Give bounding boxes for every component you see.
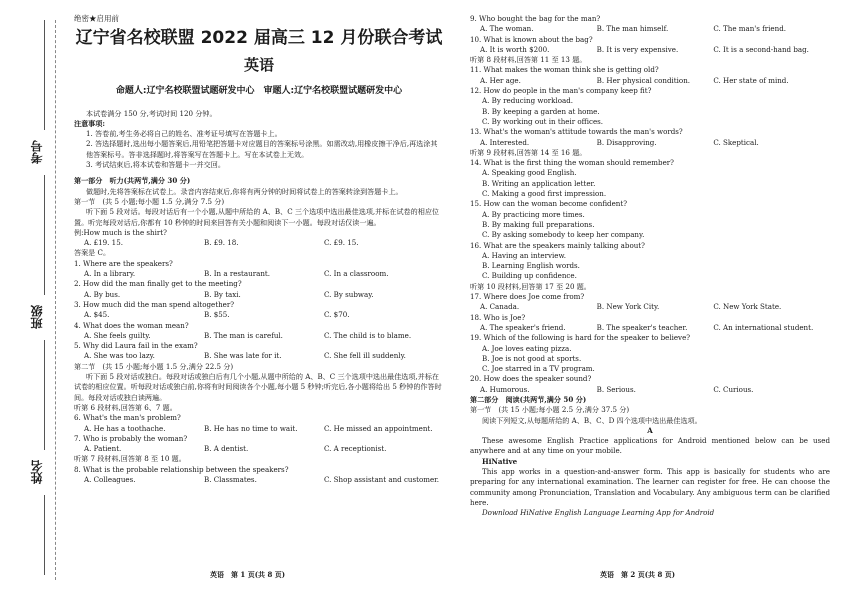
option: A. He has a toothache. — [84, 423, 166, 433]
option: C. £9. 15. — [324, 238, 359, 248]
option: A. $45. — [84, 310, 110, 320]
option: B. Her physical condition. — [596, 75, 691, 85]
option: A. Canada. — [480, 302, 520, 312]
question-stem: 6. What's the man's problem? — [74, 413, 181, 423]
option: B. By making full preparations. — [482, 219, 595, 229]
option: B. Writing an application letter. — [482, 178, 596, 188]
section1-intro: 听下面 5 段对话。每段对话后有一个小题,从题中所给的 A、B、C 三个选项中选出最佳选项,并标在试卷的相应位置。听完每段对话后,你都有 10 秒钟的时间来回答有关小题和阅读下一小题。每段对话仅读一遍。 — [74, 207, 440, 227]
option: C. Making a good first impression. — [482, 189, 607, 199]
page-footer-right: 英语 第 2 页(共 8 页) — [600, 570, 676, 579]
questions-6-7 — [74, 413, 444, 454]
option: B. He has no time to wait. — [204, 423, 298, 433]
option: C. Her state of mind. — [713, 75, 789, 85]
question-stem: 15. How can the woman become confident? — [470, 199, 628, 209]
confidential-mark: 绝密★启用前 — [74, 14, 119, 23]
material-note: 听第 7 段材料,回答第 8 至 10 题。 — [74, 454, 186, 464]
options-row — [470, 24, 830, 34]
option: C. She fell ill suddenly. — [324, 351, 406, 361]
option: B. Disapproving. — [596, 137, 657, 147]
option: C. By subway. — [324, 289, 374, 299]
options-row — [470, 138, 830, 148]
option: C. The child is to blame. — [324, 330, 412, 340]
question-stem: 16. What are the speakers mainly talking about? — [470, 240, 645, 250]
student-info-sidebar — [0, 0, 68, 592]
part2-heading: 第二部分 阅读(共两节,满分 50 分) — [470, 394, 587, 404]
option: A. Joe loves eating pizza. — [482, 343, 572, 353]
option: A. She feels guilty. — [84, 330, 151, 340]
option: B. Joe is not good at sports. — [482, 353, 582, 363]
question-8 — [74, 465, 444, 486]
download-line: Download HiNative English Language Learning App for Android — [482, 508, 715, 518]
option: A. Patient. — [84, 444, 122, 454]
options-row — [470, 302, 830, 312]
part1-heading: 第一部分 听力(共两节,满分 30 分) — [74, 176, 191, 186]
option: B. £9. 18. — [204, 238, 239, 248]
page-footer-left: 英语 第 1 页(共 8 页) — [210, 570, 286, 579]
notice-item-1: 1. 答卷前,考生务必将自己的姓名、准考证号填写在答题卡上。 — [86, 129, 282, 139]
options-row — [470, 385, 830, 395]
binding-line — [44, 175, 45, 295]
passage-letter: A — [647, 425, 653, 435]
option: C. Curious. — [713, 384, 754, 394]
option: A. £19. 15. — [84, 238, 123, 248]
authors-line: 命题人:辽宁名校联盟试题研发中心 审题人:辽宁名校联盟试题研发中心 — [115, 86, 403, 97]
binding-line — [44, 495, 45, 575]
option: C. New York State. — [713, 302, 782, 312]
option: B. Learning English words. — [482, 261, 580, 271]
question-stem: 7. Who is probably the woman? — [74, 433, 188, 443]
question-stem: 8. What is the probable relationship between the speakers? — [74, 464, 289, 474]
option: A. Interested. — [480, 137, 530, 147]
option: B. By keeping a garden at home. — [482, 106, 600, 116]
options-row — [74, 331, 444, 341]
option: A. She was too lazy. — [84, 351, 155, 361]
options-row — [74, 310, 444, 320]
notice-heading: 注意事项: — [74, 118, 105, 128]
question-stem: 17. Where does Joe come from? — [470, 292, 585, 302]
sidebar-label-exam-number: 考号 — [30, 140, 44, 164]
binding-line — [44, 20, 45, 130]
example-answer: 答案是 C。 — [74, 248, 111, 258]
question-stem: 18. Who is Joe? — [470, 312, 526, 322]
material-note: 听第 10 段材料,回答第 17 至 20 题。 — [470, 281, 591, 291]
option: B. A dentist. — [204, 444, 249, 454]
notice-item-2: 2. 答选择题时,选出每小题答案后,用铅笔把答题卡对应题目的答案标号涂黑。如需改动,用橡皮擦干净后,再选涂其他答案标号。答非选择题时,将答案写在答题卡上。写在本试卷上无效。 — [86, 139, 438, 159]
option: C. $70. — [324, 310, 350, 320]
option: C. Skeptical. — [713, 137, 759, 147]
options-row — [74, 475, 444, 485]
sidebar-label-class: 班级 — [30, 305, 44, 329]
binding-dashed-line — [55, 20, 56, 580]
reading-section1-heading: 第一节 (共 15 小题;每小题 2.5 分,满分 37.5 分) — [470, 405, 630, 415]
options-row — [74, 424, 444, 434]
question-stem: 11. What makes the woman think she is getting old? — [470, 65, 659, 75]
part1-intro: 做题时,先将答案标在试卷上。录音内容结束后,你将有两分钟的时间将试卷上的答案转涂到答题卡上。 — [86, 186, 403, 196]
section2-heading: 第二节 (共 15 小题;每小题 1.5 分,满分 22.5 分) — [74, 361, 234, 371]
question-stem: 2. How did the man finally get to the meeting? — [74, 279, 242, 289]
material-note: 听第 8 段材料,回答第 11 至 13 题。 — [470, 55, 587, 65]
option: A. In a library. — [84, 269, 136, 279]
page-2 — [470, 14, 830, 519]
option: A. Colleagues. — [84, 474, 136, 484]
question-stem: 20. How does the speaker sound? — [470, 374, 592, 384]
option: B. $55. — [204, 310, 230, 320]
subject-title: 英语 — [243, 56, 274, 75]
score-note: 本试卷满分 150 分,考试时间 120 分钟。 — [86, 108, 217, 118]
exam-title: 辽宁省名校联盟 2022 届高三 12 月份联合考试 — [75, 28, 443, 49]
option: B. The man is careful. — [204, 330, 283, 340]
option: A. It is worth $200. — [480, 44, 550, 54]
option: B. She was late for it. — [204, 351, 282, 361]
question-stem: 1. Where are the speakers? — [74, 258, 173, 268]
option: C. It is a second-hand bag. — [713, 44, 809, 54]
question-11 — [470, 65, 830, 86]
option: C. By working out in their offices. — [482, 116, 604, 126]
option: C. In a classroom. — [324, 269, 389, 279]
question-stem: 12. How do people in the man's company keep fit? — [470, 86, 652, 96]
option: B. Serious. — [596, 384, 636, 394]
options-row — [470, 76, 830, 86]
sidebar-label-name: 姓名 — [30, 460, 44, 484]
material-note: 听第 6 段材料,回答第 6、7 题。 — [74, 402, 177, 412]
option: C. By asking somebody to keep her company. — [482, 230, 645, 240]
option: B. Classmates. — [204, 474, 257, 484]
options-row — [74, 351, 444, 361]
option: B. In a restaurant. — [204, 269, 271, 279]
option: C. Joe starred in a TV program. — [482, 364, 595, 374]
options-row — [74, 290, 444, 300]
options-row — [74, 444, 444, 454]
section2-intro: 听下面 5 段对话或独白。每段对话或独白后有几个小题,从题中所给的 A、B、C 三个选项中选出最佳选项,并标在试卷的相应位置。听每段对话或独白前,你将有时间阅读各个小题,每小题 5 秒钟;听完后,各小题将给出 5 秒钟的作答时间。每段对话或独白读两遍。 — [74, 372, 442, 402]
reading-intro: 阅读下列短文,从每题所给的 A、B、C、D 四个选项中选出最佳选项。 — [482, 415, 702, 425]
options-row — [470, 45, 830, 55]
material-note: 听第 9 段材料,回答第 14 至 16 题。 — [470, 147, 587, 157]
question-stem: 13. What's the woman's attitude towards the man's words? — [470, 127, 683, 137]
option: A. By bus. — [84, 289, 121, 299]
option: A. By reducing workload. — [482, 96, 574, 106]
question-stem: 5. Why did Laura fail in the exam? — [74, 341, 198, 351]
notice-item-3: 3. 考试结束后,将本试卷和答题卡一并交回。 — [86, 160, 225, 170]
option: A. Having an interview. — [482, 250, 566, 260]
page-1 — [74, 14, 444, 485]
passage-paragraph: These awesome English Practice applications for Android mentioned below can be used anywhere and at any time on your mobile. — [470, 436, 830, 456]
option: C. Building up confidence. — [482, 271, 577, 281]
question-stem: 14. What is the first thing the woman should remember? — [470, 158, 674, 168]
question-stem: 9. Who bought the bag for the man? — [470, 14, 601, 23]
options-row — [470, 323, 830, 333]
option: A. Humorous. — [480, 384, 530, 394]
questions-1-5 — [74, 259, 444, 362]
option: B. By taxi. — [204, 289, 241, 299]
option: B. It is very expensive. — [596, 44, 679, 54]
option: A. The speaker's friend. — [480, 322, 566, 332]
option: B. The speaker's teacher. — [596, 322, 688, 332]
option: A. The woman. — [480, 24, 534, 34]
passage-paragraph: This app works in a question-and-answer form. This app is basically for students who are preparing for any international examination. The learner can register for free. He can choose the community among Pronunciation, Translation and Vocabulary. Any ambiguous term can be clarified here. — [470, 467, 830, 507]
example-question: 例:How much is the shirt? — [74, 227, 167, 237]
option: C. He missed an appointment. — [324, 423, 433, 433]
section1-heading: 第一节 (共 5 小题;每小题 1.5 分,满分 7.5 分) — [74, 196, 225, 206]
option: A. Her age. — [480, 75, 521, 85]
question-stem: 10. What is known about the bag? — [470, 34, 593, 44]
questions-9-10 — [470, 14, 830, 55]
option: A. Speaking good English. — [482, 168, 577, 178]
app-name: HiNative — [482, 456, 518, 466]
option: C. The man's friend. — [713, 24, 786, 34]
options-row — [74, 269, 444, 279]
question-stem: 4. What does the woman mean? — [74, 320, 189, 330]
option: C. A receptionist. — [324, 444, 387, 454]
option: B. The man himself. — [596, 24, 669, 34]
option: A. By practicing more times. — [482, 209, 585, 219]
option: C. An international student. — [713, 322, 814, 332]
option: B. New York City. — [596, 302, 660, 312]
binding-line — [44, 340, 45, 450]
example-options — [74, 238, 444, 248]
question-stem: 19. Which of the following is hard for the speaker to believe? — [470, 333, 691, 343]
question-stem: 3. How much did the man spend altogether? — [74, 299, 235, 309]
option: C. Shop assistant and customer. — [324, 474, 440, 484]
